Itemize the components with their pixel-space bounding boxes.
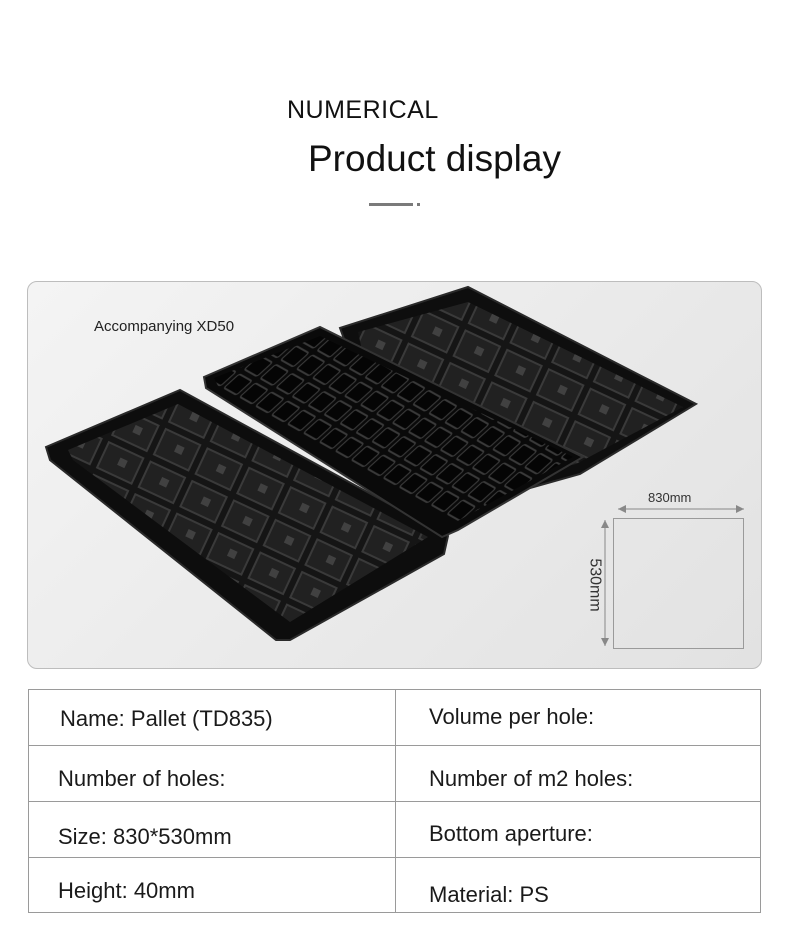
spec-size: Size: 830*530mm: [58, 824, 232, 849]
spec-name: Name: Pallet (TD835): [60, 706, 273, 731]
product-photo: [27, 281, 762, 669]
table-row-divider: [29, 745, 760, 746]
dimension-height-label: 530mm: [586, 558, 604, 612]
spec-height: Height: 40mm: [58, 878, 195, 903]
spec-number-of-m2-holes: Number of m2 holes:: [429, 766, 634, 791]
page-title: Product display: [308, 138, 561, 179]
dimension-width-label: 830mm: [648, 490, 692, 505]
spec-volume-per-hole: Volume per hole:: [429, 704, 595, 729]
photo-caption: Accompanying XD50: [94, 318, 235, 335]
spec-bottom-aperture: Bottom aperture:: [429, 821, 593, 846]
dimension-box: [613, 518, 744, 649]
spec-number-of-holes: Number of holes:: [58, 766, 226, 791]
table-row-divider: [29, 857, 760, 858]
title-divider: [369, 203, 413, 206]
title-divider-dot: [417, 203, 420, 206]
section-subtitle: NUMERICAL: [287, 96, 439, 124]
spec-table: [28, 689, 761, 913]
spec-material: Material: PS: [429, 882, 549, 907]
table-row-divider: [29, 801, 760, 802]
